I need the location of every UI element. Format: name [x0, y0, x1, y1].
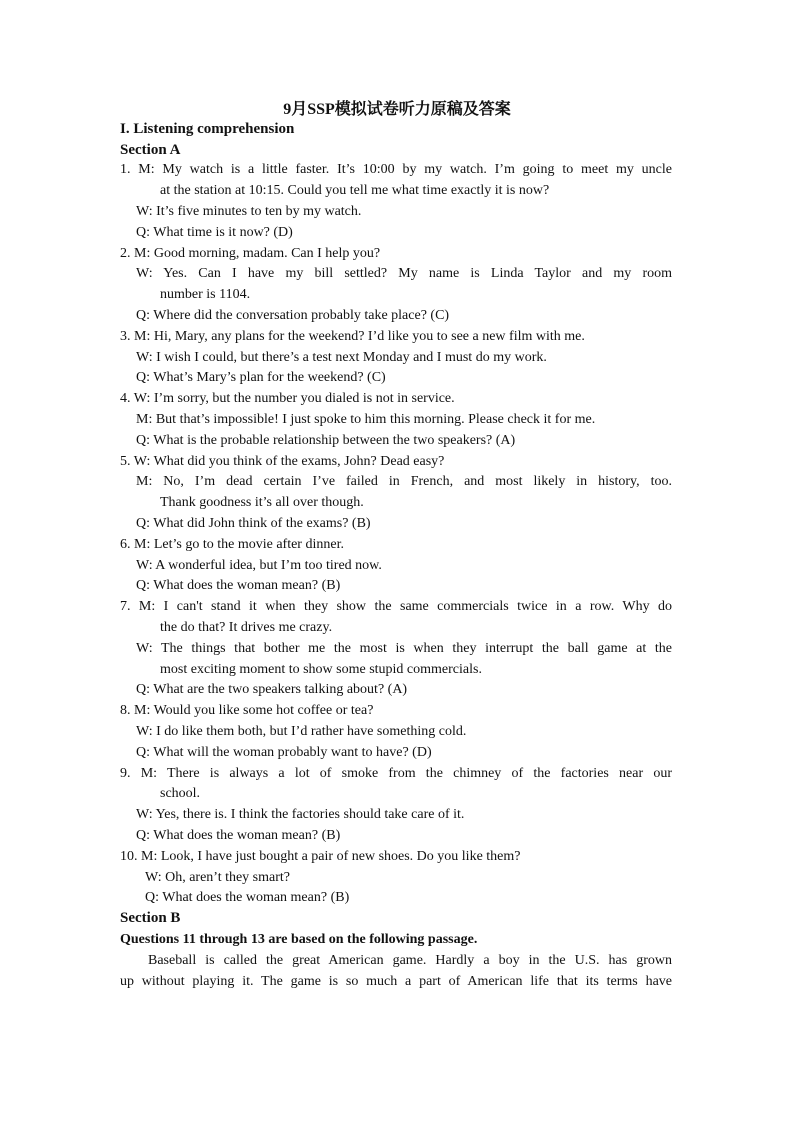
document-title: 9月SSP模拟试卷听力原稿及答案 — [283, 101, 511, 118]
q3-woman: W: I wish I could, but there’s a test next Monday and I must do my work. — [136, 350, 547, 365]
q2-line-1: 2. M: Good morning, madam. Can I help you? — [120, 246, 381, 261]
q9-line-2: school. — [160, 786, 201, 801]
q7-woman-2: most exciting moment to show some stupid commercials. — [160, 662, 482, 677]
q7-line-1: 7. M: I can't stand it when they show the same commercials twice in a row. Why do — [120, 599, 672, 614]
q1-line-2: at the station at 10:15. Could you tell me what time exactly it is now? — [160, 183, 550, 198]
q8-question: Q: What will the woman probably want to have? (D) — [136, 745, 432, 760]
q4-line-1: 4. W: I’m sorry, but the number you dialed is not in service. — [120, 391, 455, 406]
q10-question: Q: What does the woman mean? (B) — [145, 890, 350, 905]
q10-line-1: 10. M: Look, I have just bought a pair of new shoes. Do you like them? — [120, 849, 521, 864]
q4-man: M: But that’s impossible! I just spoke to him this morning. Please check it for me. — [136, 412, 596, 427]
q9-woman: W: Yes, there is. I think the factories should take care of it. — [136, 807, 465, 822]
q10-woman: W: Oh, aren’t they smart? — [145, 870, 291, 885]
q2-woman-1: W: Yes. Can I have my bill settled? My name is Linda Taylor and my room — [136, 266, 672, 281]
q7-line-2: the do that? It drives me crazy. — [160, 620, 333, 635]
q3-question: Q: What’s Mary’s plan for the weekend? (C) — [136, 370, 386, 385]
q9-question: Q: What does the woman mean? (B) — [136, 828, 341, 843]
q1-woman: W: It’s five minutes to ten by my watch. — [136, 204, 362, 219]
q1-question: Q: What time is it now? (D) — [136, 225, 293, 240]
q9-line-1: 9. M: There is always a lot of smoke from the chimney of the factories near our — [120, 766, 672, 781]
q7-woman-1: W: The things that bother me the most is when they interrupt the ball game at the — [136, 641, 672, 656]
passage-line-1: Baseball is called the great American game. Hardly a boy in the U.S. has grown — [148, 953, 672, 968]
section-heading: I. Listening comprehension — [120, 121, 295, 137]
passage-heading: Questions 11 through 13 are based on the following passage. — [120, 932, 478, 947]
q6-line-1: 6. M: Let’s go to the movie after dinner. — [120, 537, 344, 552]
q7-question: Q: What are the two speakers talking about? (A) — [136, 682, 408, 697]
q5-question: Q: What did John think of the exams? (B) — [136, 516, 371, 531]
passage-line-2: up without playing it. The game is so much a part of American life that its terms have — [120, 974, 672, 989]
q3-line-1: 3. M: Hi, Mary, any plans for the weekend? I’d like you to see a new film with me. — [120, 329, 585, 344]
q5-man-2: Thank goodness it’s all over though. — [160, 495, 364, 510]
q5-line-1: 5. W: What did you think of the exams, John? Dead easy? — [120, 454, 445, 469]
q2-question: Q: Where did the conversation probably take place? (C) — [136, 308, 450, 323]
q4-question: Q: What is the probable relationship between the two speakers? (A) — [136, 433, 516, 448]
q6-question: Q: What does the woman mean? (B) — [136, 578, 341, 593]
q8-woman: W: I do like them both, but I’d rather have something cold. — [136, 724, 467, 739]
q1-line-1: 1. M: My watch is a little faster. It’s 10:00 by my watch. I’m going to meet my uncle — [120, 162, 672, 177]
section-b-heading: Section B — [120, 910, 181, 926]
section-a-heading: Section A — [120, 142, 181, 158]
q2-woman-2: number is 1104. — [160, 287, 251, 302]
q5-man-1: M: No, I’m dead certain I’ve failed in French, and most likely in history, too. — [136, 474, 672, 489]
q6-woman: W: A wonderful idea, but I’m too tired now. — [136, 558, 382, 573]
q8-line-1: 8. M: Would you like some hot coffee or tea? — [120, 703, 374, 718]
